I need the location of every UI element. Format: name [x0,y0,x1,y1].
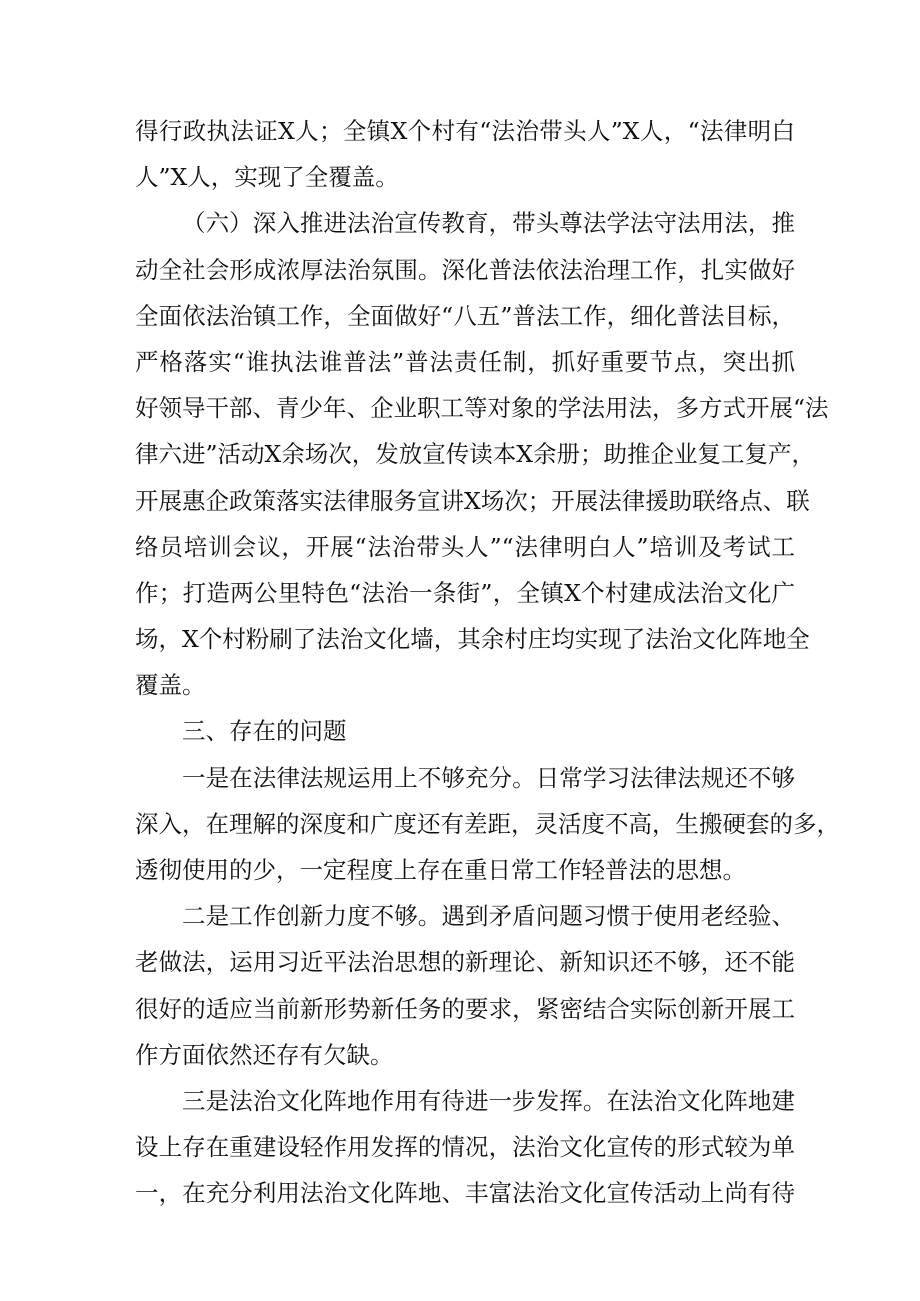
text-line: 律六进”活动X余场次，发放宣传读本X余册；助推企业复工复产， [135,440,815,469]
text-line: （六）深入推进法治宣传教育，带头尊法学法守法用法，推 [182,209,795,238]
text-line: 覆盖。 [135,671,206,700]
text-line: 得行政执法证X人；全镇X个村有“法治带头人”X人，“法律明白 [135,117,795,145]
text-line: 好领导干部、青少年、企业职工等对象的学法用法，多方式开展“法 [135,394,829,423]
text-line: 设上存在重建设轻作用发挥的情况，法治文化宣传的形式较为单 [135,1133,795,1162]
paragraph-continued [135,108,795,200]
text-line: 全面依法治镇工作，全面做好“八五”普法工作，细化普法目标， [135,301,795,330]
section-heading: 三、存在的问题 [182,717,347,746]
text-line: 作方面依然还存有欠缺。 [135,1040,394,1069]
text-line: 开展惠企政策落实法律服务宣讲X场次；开展法律援助联络点、联 [135,486,810,515]
text-line: 二是工作创新力度不够。遇到矛盾问题习惯于使用老经验、 [182,902,795,931]
text-line: 透彻使用的少，一定程度上存在重日常工作轻普法的思想。 [135,856,746,884]
text-line: 动全社会形成浓厚法治氛围。深化普法依法治理工作，扎实做好 [135,255,795,284]
text-line: 严格落实“谁执法谁普法”普法责任制，抓好重要节点，突出抓 [135,347,795,376]
paragraph-issue-one [135,755,840,894]
document-page [135,108,840,1217]
text-line: 很好的适应当前新形势新任务的要求，紧密结合实际创新开展工 [135,994,795,1023]
text-line: 深入，在理解的深度和广度还有差距，灵活度不高，生搬硬套的多， [135,809,840,838]
paragraph-issue-two [135,893,795,1078]
text-line: 一是在法律法规运用上不够充分。日常学习法律法规还不够 [182,763,795,792]
text-line: 人”X人，实现了全覆盖。 [135,163,399,192]
text-line: 三是法治文化阵地作用有待进一步发挥。在法治文化阵地建 [182,1086,795,1115]
text-line: 作；打造两公里特色“法治一条街”，全镇X个村建成法治文化广 [135,578,795,607]
text-line: 络员培训会议，开展“法治带头人”“法律明白人”培训及考试工 [135,532,795,561]
paragraph-six [135,200,829,708]
text-line: 场，X个村粉刷了法治文化墙，其余村庄均实现了法治文化阵地全 [135,625,810,654]
paragraph-issue-three [135,1078,795,1217]
text-line: 一，在充分利用法治文化阵地、丰富法治文化宣传活动上尚有待 [135,1179,795,1208]
text-line: 老做法，运用习近平法治思想的新理论、新知识还不够，还不能 [135,948,795,977]
